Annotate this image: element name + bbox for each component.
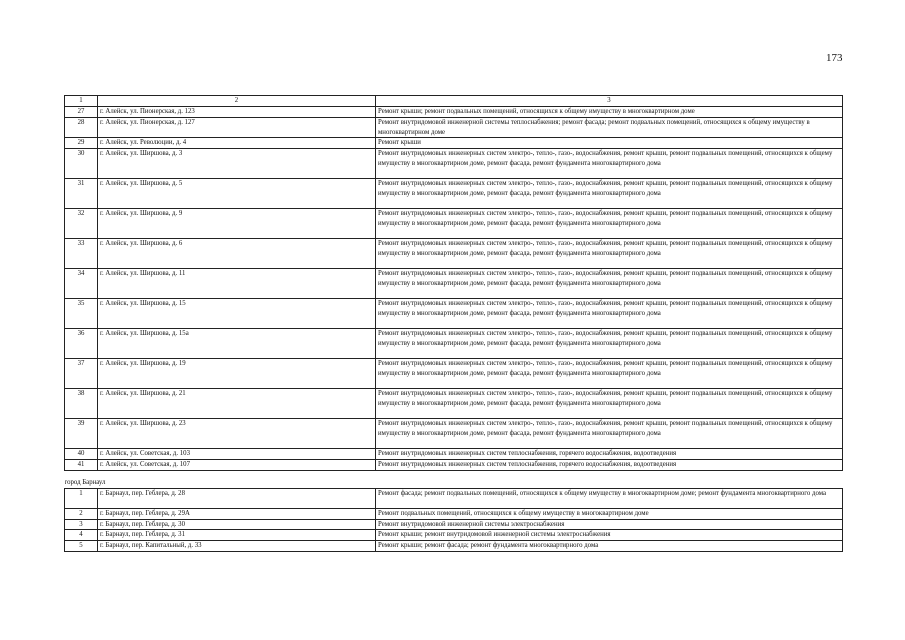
table-row: [65, 419, 843, 449]
row-work-description: Ремонт внутридомовых инженерных систем электро-, тепло-, газо-, водоснабжения, ремонт крыши, ремонт подвальных помещений, относящихся к общему имуществу в многоквартирном доме, ремонт фасада, ремонт фундамента многоквартирного дома: [376, 389, 843, 419]
row-address: г. Алейск, ул. Ширшова, д. 6: [98, 239, 376, 269]
row-work-description: Ремонт подвальных помещений, относящихся к общему имуществу в многоквартирном доме: [376, 508, 843, 519]
table-row: [65, 117, 843, 138]
row-work-description: Ремонт крыши; ремонт фасада; ремонт фундамента многоквартирного дома: [376, 541, 843, 552]
table-row: [65, 329, 843, 359]
table-row: [65, 179, 843, 209]
row-number: 40: [65, 449, 98, 460]
row-number: 29: [65, 138, 98, 149]
row-address: г. Алейск, ул. Ширшова, д. 23: [98, 419, 376, 449]
table-row: [65, 269, 843, 299]
row-number: 4: [65, 530, 98, 541]
table-row: [65, 519, 843, 530]
table-row: [65, 508, 843, 519]
table-row: [65, 359, 843, 389]
row-work-description: Ремонт внутридомовых инженерных систем теплоснабжения, горячего водоснабжения, водоотведения: [376, 460, 843, 471]
table-row: [65, 460, 843, 471]
row-work-description: Ремонт внутридомовых инженерных систем электро-, тепло-, газо-, водоснабжения, ремонт крыши, ремонт подвальных помещений, относящихся к общему имуществу в многоквартирном доме, ремонт фасада, ремонт фундамента многоквартирного дома: [376, 239, 843, 269]
row-work-description: Ремонт внутридомовых инженерных систем электро-, тепло-, газо-, водоснабжения, ремонт крыши, ремонт подвальных помещений, относящихся к общему имуществу в многоквартирном доме, ремонт фасада, ремонт фундамента многоквартирного дома: [376, 359, 843, 389]
section-row: [65, 470, 843, 488]
row-number: 34: [65, 269, 98, 299]
section-title: город Барнаул: [64, 478, 106, 486]
table-header-row: [65, 96, 843, 107]
table-row: [65, 488, 843, 508]
row-address: г. Барнаул, пер. Геблера, д. 30: [98, 519, 376, 530]
row-address: г. Барнаул, пер. Геблера, д. 29А: [98, 508, 376, 519]
row-address: г. Алейск, ул. Ширшова, д. 15а: [98, 329, 376, 359]
row-number: 37: [65, 359, 98, 389]
row-number: 31: [65, 179, 98, 209]
row-work-description: Ремонт внутридомовой инженерной системы электроснабжения: [376, 519, 843, 530]
table-row: [65, 209, 843, 239]
row-number: 39: [65, 419, 98, 449]
table-row: [65, 389, 843, 419]
row-number: 1: [65, 488, 98, 508]
row-work-description: Ремонт внутридомовых инженерных систем электро-, тепло-, газо-, водоснабжения, ремонт крыши, ремонт подвальных помещений, относящихся к общему имуществу в многоквартирном доме, ремонт фасада, ремонт фундамента многоквартирного дома: [376, 149, 843, 179]
row-work-description: Ремонт внутридомовых инженерных систем электро-, тепло-, газо-, водоснабжения, ремонт крыши, ремонт подвальных помещений, относящихся к общему имуществу в многоквартирном доме, ремонт фасада, ремонт фундамента многоквартирного дома: [376, 419, 843, 449]
row-number: 3: [65, 519, 98, 530]
section-cell: [65, 470, 843, 488]
row-work-description: Ремонт внутридомовых инженерных систем электро-, тепло-, газо-, водоснабжения, ремонт крыши, ремонт подвальных помещений, относящихся к общему имуществу в многоквартирном доме, ремонт фасада, ремонт фундамента многоквартирного дома: [376, 299, 843, 329]
header-col-1: 1: [65, 96, 98, 107]
row-number: 35: [65, 299, 98, 329]
table-row: [65, 299, 843, 329]
page-number: 173: [826, 52, 843, 64]
table-row: [65, 106, 843, 117]
row-address: г. Алейск, ул. Советская, д. 103: [98, 449, 376, 460]
row-work-description: Ремонт крыши; ремонт подвальных помещений, относящихся к общему имуществу в многоквартирном доме: [376, 106, 843, 117]
row-number: 33: [65, 239, 98, 269]
table-row: [65, 541, 843, 552]
table-row: [65, 149, 843, 179]
row-work-description: Ремонт внутридомовых инженерных систем электро-, тепло-, газо-, водоснабжения, ремонт крыши, ремонт подвальных помещений, относящихся к общему имуществу в многоквартирном доме, ремонт фасада, ремонт фундамента многоквартирного дома: [376, 269, 843, 299]
row-address: г. Алейск, ул. Ширшова, д. 21: [98, 389, 376, 419]
row-address: г. Алейск, ул. Советская, д. 107: [98, 460, 376, 471]
row-number: 28: [65, 117, 98, 138]
row-address: г. Алейск, ул. Ширшова, д. 19: [98, 359, 376, 389]
repair-table: [64, 95, 843, 552]
header-col-2: 2: [98, 96, 376, 107]
row-work-description: Ремонт внутридомовой инженерной системы теплоснабжения; ремонт фасада; ремонт подвальных помещений, относящихся к общему имуществу в многоквартирном доме: [376, 117, 843, 138]
row-address: г. Барнаул, пер. Геблера, д. 28: [98, 488, 376, 508]
row-number: 41: [65, 460, 98, 471]
row-address: г. Алейск, ул. Ширшова, д. 15: [98, 299, 376, 329]
table-row: [65, 138, 843, 149]
row-work-description: Ремонт крыши: [376, 138, 843, 149]
row-work-description: Ремонт крыши; ремонт внутридомовой инженерной системы электроснабжения: [376, 530, 843, 541]
row-address: г. Алейск, ул. Пионерская, д. 123: [98, 106, 376, 117]
row-number: 38: [65, 389, 98, 419]
repair-table-body: [65, 96, 843, 552]
row-address: г. Барнаул, пер. Геблера, д. 31: [98, 530, 376, 541]
row-address: г. Алейск, ул. Пионерская, д. 127: [98, 117, 376, 138]
table-row: [65, 239, 843, 269]
row-address: г. Алейск, ул. Ширшова, д. 3: [98, 149, 376, 179]
row-number: 27: [65, 106, 98, 117]
row-address: г. Алейск, ул. Ширшова, д. 5: [98, 179, 376, 209]
row-work-description: Ремонт фасада; ремонт подвальных помещений, относящихся к общему имуществу в многоквартирном доме; ремонт фундамента многоквартирного дома: [376, 488, 843, 508]
row-number: 36: [65, 329, 98, 359]
row-number: 5: [65, 541, 98, 552]
row-work-description: Ремонт внутридомовых инженерных систем электро-, тепло-, газо-, водоснабжения, ремонт крыши, ремонт подвальных помещений, относящихся к общему имуществу в многоквартирном доме, ремонт фасада, ремонт фундамента многоквартирного дома: [376, 329, 843, 359]
row-number: 32: [65, 209, 98, 239]
row-address: г. Барнаул, пер. Капитальный, д. 33: [98, 541, 376, 552]
table-row: [65, 530, 843, 541]
row-number: 30: [65, 149, 98, 179]
row-address: г. Алейск, ул. Революции, д. 4: [98, 138, 376, 149]
row-work-description: Ремонт внутридомовых инженерных систем электро-, тепло-, газо-, водоснабжения, ремонт крыши, ремонт подвальных помещений, относящихся к общему имуществу в многоквартирном доме, ремонт фасада, ремонт фундамента многоквартирного дома: [376, 179, 843, 209]
row-number: 2: [65, 508, 98, 519]
row-address: г. Алейск, ул. Ширшова, д. 9: [98, 209, 376, 239]
row-work-description: Ремонт внутридомовых инженерных систем электро-, тепло-, газо-, водоснабжения, ремонт крыши, ремонт подвальных помещений, относящихся к общему имуществу в многоквартирном доме, ремонт фасада, ремонт фундамента многоквартирного дома: [376, 209, 843, 239]
row-work-description: Ремонт внутридомовых инженерных систем теплоснабжения, горячего водоснабжения, водоотведения: [376, 449, 843, 460]
header-col-3: 3: [376, 96, 843, 107]
table-row: [65, 449, 843, 460]
row-address: г. Алейск, ул. Ширшова, д. 11: [98, 269, 376, 299]
